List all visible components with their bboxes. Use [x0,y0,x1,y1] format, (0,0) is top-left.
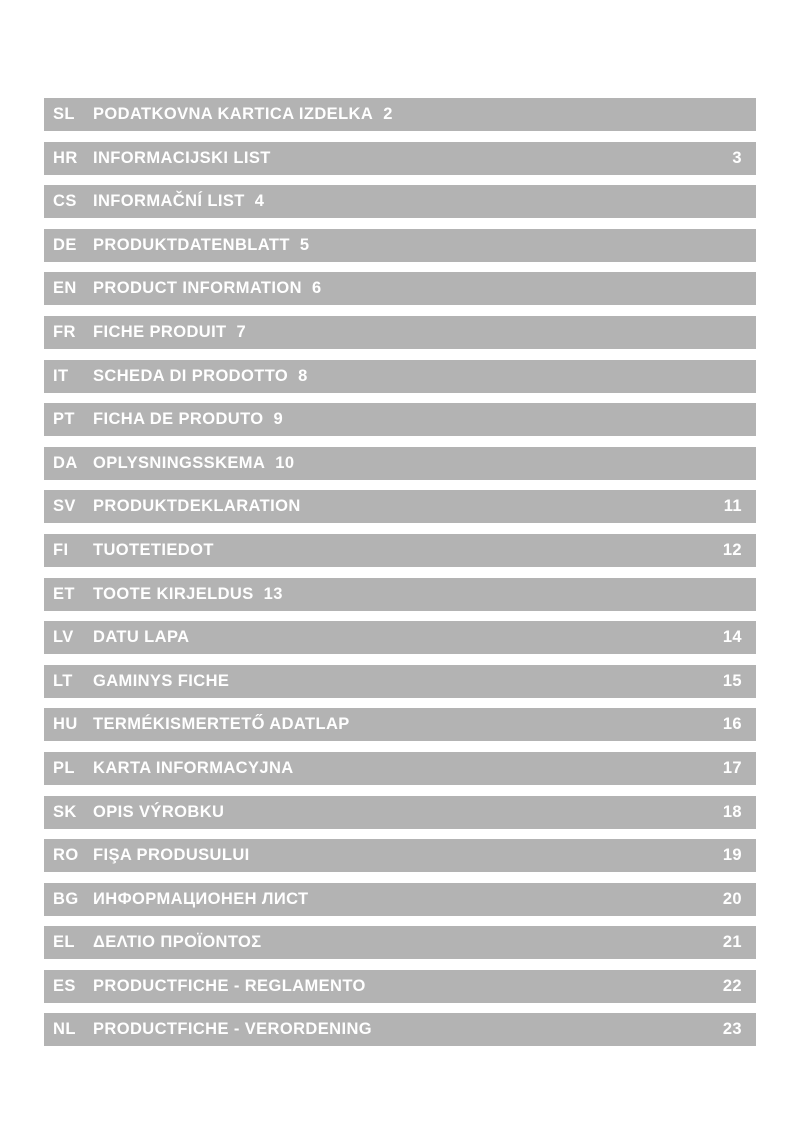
toc-entry-title: FICHA DE PRODUTO [93,410,264,429]
toc-entry-title: INFORMACIJSKI LIST [93,148,271,167]
toc-language-code: HR [53,148,78,167]
toc-page-number: 23 [722,1020,742,1039]
toc-row[interactable] [44,839,756,872]
toc-row[interactable] [44,534,756,567]
toc-entry-title: SCHEDA DI PRODOTTO [93,366,289,385]
toc-language-code: DA [53,453,78,472]
toc-page-number: 11 [723,497,742,516]
toc-row[interactable] [44,229,756,262]
toc-entry-title: DATU LAPA [93,628,190,647]
toc-entry-title: OPIS VÝROBKU [93,802,225,821]
toc-language-code: LV [53,628,74,647]
toc-row[interactable] [44,926,756,959]
toc-row[interactable] [44,665,756,698]
toc-row[interactable] [44,360,756,393]
toc-row[interactable] [44,883,756,916]
toc-language-code: CS [53,192,77,211]
toc-row[interactable] [44,578,756,611]
toc-language-code: HU [53,715,78,734]
toc-page-number: 19 [722,846,742,865]
toc-page-number: 13 [263,584,283,603]
toc-entry-title: GAMINYS FICHE [93,671,230,690]
toc-page-number: 3 [732,148,742,167]
toc-entry-title: FIŞA PRODUSULUI [93,846,250,865]
toc-language-code: BG [53,889,79,908]
toc-entry-title: KARTA INFORMACYJNA [93,758,294,777]
toc-language-code: LT [53,671,73,690]
toc-page-number: 18 [722,802,742,821]
toc-language-code: NL [53,1020,76,1039]
toc-row[interactable] [44,272,756,305]
toc-page-number: 10 [275,453,295,472]
toc-page-number: 12 [722,540,742,559]
toc-page-number: 16 [722,715,742,734]
toc-row[interactable] [44,403,756,436]
toc-language-code: SV [53,497,76,516]
toc-page-number: 20 [722,889,742,908]
toc-page-number: 9 [273,410,284,429]
toc-language-code: PT [53,410,75,429]
toc-row[interactable] [44,490,756,523]
toc-page-number: 22 [722,976,742,995]
toc-language-code: SK [53,802,77,821]
toc-language-code: SL [53,105,75,123]
toc-language-code: IT [53,366,69,385]
toc-page-number: 7 [236,322,247,341]
toc-language-code: RO [53,846,79,865]
toc-entry-title: OPLYSNINGSSKEMA [93,453,266,472]
toc-language-code: EL [53,933,75,952]
toc-page-number: 2 [383,105,393,123]
toc-language-code: PL [53,758,75,777]
toc-page-number: 15 [722,671,742,690]
toc-entry-title: PRODUCTFICHE - REGLAMENTO [93,976,366,995]
toc-language-code: EN [53,279,77,298]
toc-row[interactable] [44,98,756,131]
toc-entry-title: FICHE PRODUIT [93,322,227,341]
toc-row[interactable] [44,796,756,829]
toc-language-code: ES [53,976,76,995]
toc-page-number: 17 [722,758,742,777]
toc-page-number: 14 [722,628,742,647]
toc-row[interactable] [44,621,756,654]
toc-row[interactable] [44,752,756,785]
toc-entry-title: TERMÉKISMERTETŐ ADATLAP [93,715,350,734]
toc-entry-title: TUOTETIEDOT [93,540,214,559]
table-of-contents [44,98,756,1057]
toc-row[interactable] [44,142,756,175]
toc-entry-title: TOOTE KIRJELDUS [93,584,254,603]
toc-entry-title: ИНФОРМАЦИОНЕН ЛИСТ [93,889,309,908]
toc-page-number: 6 [311,279,322,298]
toc-entry-title: PRODUCTFICHE - VERORDENING [93,1020,372,1039]
toc-language-code: FI [53,540,69,559]
toc-entry-title: PRODUKTDATENBLATT [93,235,290,254]
toc-row[interactable] [44,185,756,218]
toc-row[interactable] [44,970,756,1003]
toc-language-code: ET [53,584,75,603]
toc-entry-title: PRODUCT INFORMATION [93,279,302,298]
toc-language-code: FR [53,322,76,341]
toc-row[interactable] [44,1013,756,1046]
toc-page-number: 8 [298,366,308,385]
toc-page-number: 21 [722,933,742,952]
toc-row[interactable] [44,447,756,480]
toc-language-code: DE [53,235,77,254]
toc-entry-title: PRODUKTDEKLARATION [93,497,301,516]
toc-row[interactable] [44,708,756,741]
toc-row[interactable] [44,316,756,349]
toc-entry-title: ΔΕΛΤΙΟ ΠΡΟΪΟΝΤΟΣ [93,933,262,952]
toc-page-number: 5 [299,235,310,254]
toc-page-number: 4 [254,192,265,211]
toc-entry-title: PODATKOVNA KARTICA IZDELKA [93,105,374,123]
toc-entry-title: INFORMAČNÍ LIST [93,192,245,211]
